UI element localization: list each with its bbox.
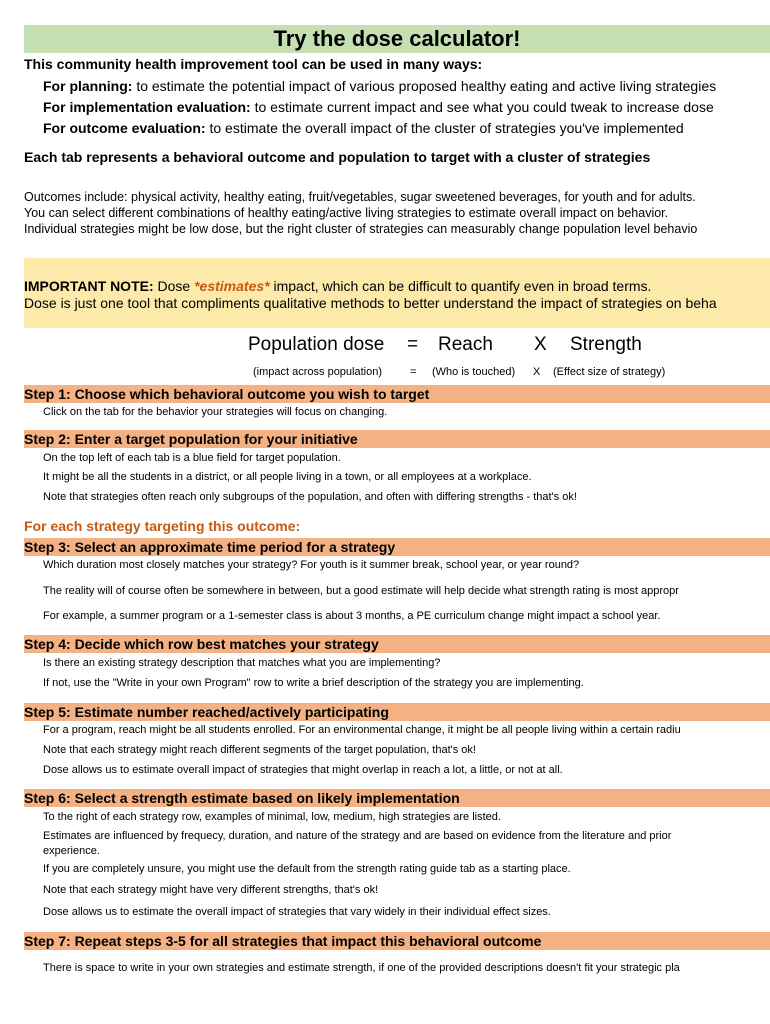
for-each-strategy-heading: For each strategy targeting this outcome:	[24, 518, 301, 534]
step-4-header: Step 4: Decide which row best matches your strategy	[24, 635, 770, 653]
use-planning-label: For planning:	[43, 78, 133, 94]
formula-sub-strength: (Effect size of strategy)	[553, 366, 666, 378]
use-outcome-text: to estimate the overall impact of the cluster of strategies you've implemented	[205, 120, 684, 136]
formula-reach: Reach	[438, 334, 493, 355]
step-5-line-3: Dose allows us to estimate overall impact of strategies that might overlap in reach a lot, a little, or not at all.	[43, 764, 563, 776]
formula-sub-times: X	[533, 366, 541, 378]
use-planning-text: to estimate the potential impact of various proposed healthy eating and active living strategies	[132, 78, 717, 94]
step-6-header: Step 6: Select a strength estimate based on likely implementation	[24, 789, 770, 807]
step-3-line-2: The reality will of course often be somewhere in between, but a good estimate will help decide what strength rating is most appropr	[43, 585, 679, 597]
page-title: Try the dose calculator!	[24, 25, 770, 53]
step-4-line-1: Is there an existing strategy description that matches what you are implementing?	[43, 657, 441, 669]
step-6-line-1: To the right of each strategy row, examples of minimal, low, medium, high strategies are listed.	[43, 811, 501, 823]
formula-sub-equals: =	[410, 366, 417, 378]
step-6-line-2: Estimates are influenced by frequecy, duration, and nature of the strategy and are based on evidence from the literature and prior	[43, 830, 672, 842]
use-implementation-label: For implementation evaluation:	[43, 99, 251, 115]
step-3-line-3: For example, a summer program or a 1-semester class is about 3 months, a PE curriculum change might impact a school year.	[43, 610, 661, 622]
step-1-header: Step 1: Choose which behavioral outcome you wish to target	[24, 385, 770, 403]
intro-text: This community health improvement tool can be used in many ways:	[24, 56, 483, 72]
outcomes-line-3: Individual strategies might be low dose, but the right cluster of strategies can measurably change population level behavio	[24, 222, 698, 236]
step-6-line-5: Note that each strategy might have very different strengths, that's ok!	[43, 884, 379, 896]
tabs-note: Each tab represents a behavioral outcome and population to target with a cluster of strategies	[24, 149, 651, 165]
important-note-highlight: *estimates*	[194, 278, 270, 294]
use-planning	[43, 78, 716, 94]
step-5-header: Step 5: Estimate number reached/actively participating	[24, 703, 770, 721]
step-7-line-1: There is space to write in your own strategies and estimate strength, if one of the provided descriptions doesn't fit your strategic pla	[43, 962, 680, 974]
important-note-pre: Dose	[153, 278, 195, 294]
formula-times: X	[534, 334, 547, 355]
step-2-header: Step 2: Enter a target population for your initiative	[24, 430, 770, 448]
step-3-header: Step 3: Select an approximate time period for a strategy	[24, 538, 770, 556]
formula-dose: Population dose	[248, 334, 385, 355]
step-2-line-3: Note that strategies often reach only subgroups of the population, and often with differing strengths - that's ok!	[43, 491, 577, 503]
step-7-header: Step 7: Repeat steps 3-5 for all strategies that impact this behavioral outcome	[24, 932, 770, 950]
formula-sub-dose: (impact across population)	[253, 366, 383, 378]
use-implementation-text: to estimate current impact and see what you could tweak to increase dose	[250, 99, 714, 115]
step-6-line-4: If you are completely unsure, you might use the default from the strength rating guide tab as a starting place.	[43, 863, 571, 875]
formula-sub-reach: (Who is touched)	[432, 366, 516, 378]
step-5-line-1: For a program, reach might be all students enrolled. For an environmental change, it might be all people living within a certain radiu	[43, 724, 681, 736]
use-outcome	[43, 120, 684, 136]
use-implementation	[43, 99, 714, 115]
outcomes-line-2: You can select different combinations of healthy eating/active living strategies to estimate overall impact on behavior.	[24, 206, 669, 220]
step-6-line-6: Dose allows us to estimate the overall impact of strategies that vary widely in their individual effect sizes.	[43, 906, 551, 918]
step-2-line-2: It might be all the students in a district, or all people living in a town, or all employees at a workplace.	[43, 471, 532, 483]
important-note-line-2: Dose is just one tool that compliments qualitative methods to better understand the impact of strategies on beha	[24, 295, 717, 311]
step-2-line-1: On the top left of each tab is a blue field for target population.	[43, 452, 341, 464]
important-note-line-1	[24, 278, 770, 294]
step-3-line-1: Which duration most closely matches your strategy? For youth is it summer break, school year, or year round?	[43, 559, 580, 571]
formula-strength: Strength	[570, 334, 642, 355]
step-1-line-1: Click on the tab for the behavior your strategies will focus on changing.	[43, 406, 388, 418]
outcomes-line-1: Outcomes include: physical activity, healthy eating, fruit/vegetables, sugar sweetened beverages, for youth and for adults.	[24, 190, 696, 204]
step-5-line-2: Note that each strategy might reach different segments of the target population, that's ok!	[43, 744, 476, 756]
important-note-label: IMPORTANT NOTE:	[24, 278, 154, 294]
formula-equals: =	[407, 334, 419, 355]
step-4-line-2: If not, use the "Write in your own Program" row to write a brief description of the strategy you are implementing.	[43, 677, 584, 689]
important-note-post: impact, which can be difficult to quantify even in broad terms.	[269, 278, 652, 294]
use-outcome-label: For outcome evaluation:	[43, 120, 206, 136]
step-6-line-3: experience.	[43, 845, 100, 857]
